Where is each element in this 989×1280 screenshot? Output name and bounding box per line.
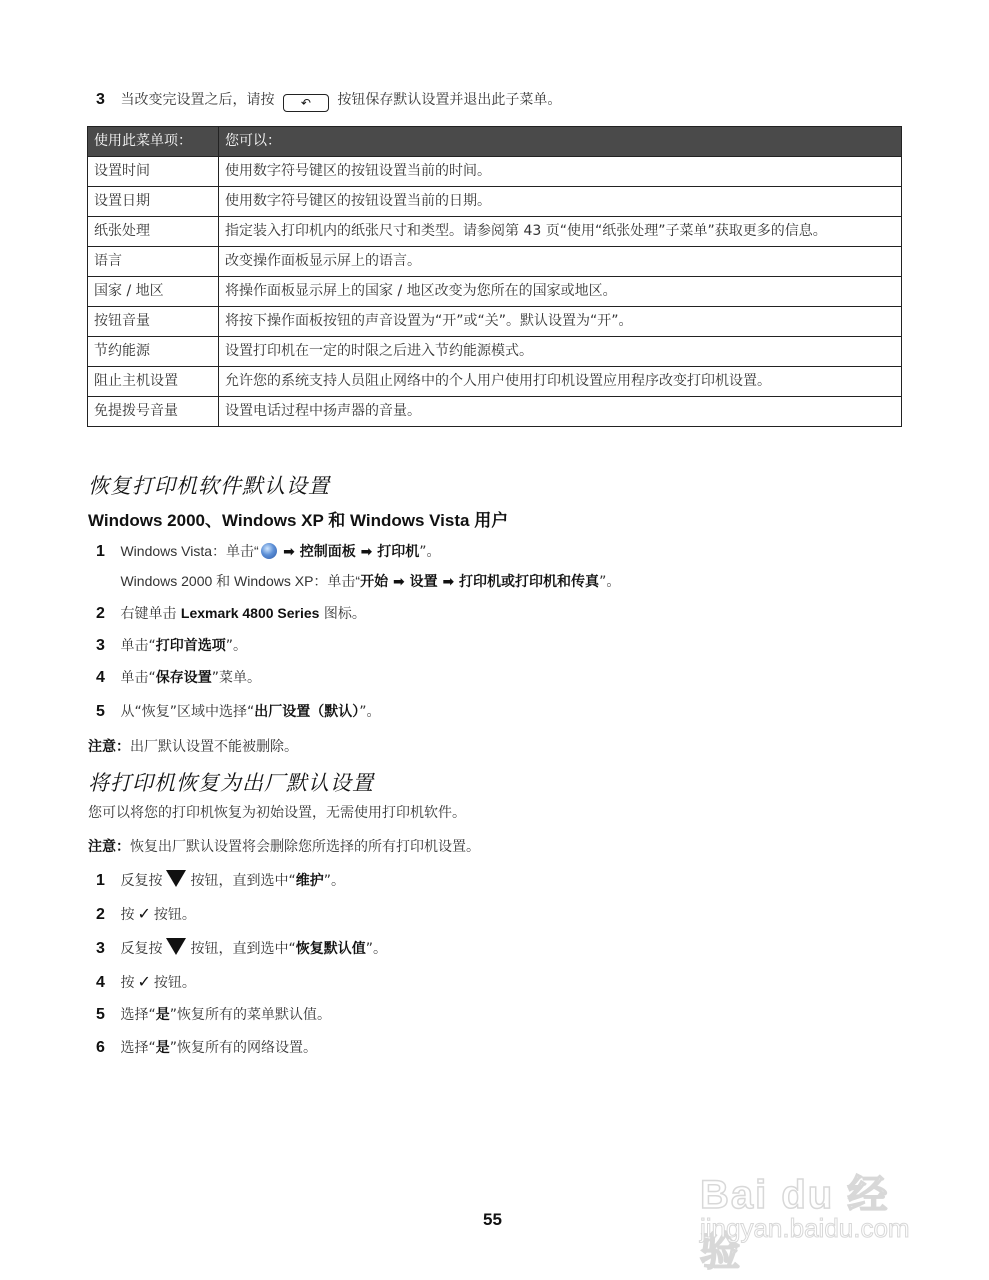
menu-item-cell: 阻止主机设置 xyxy=(88,367,219,397)
step-text: 按钮，直到选中“ xyxy=(190,873,296,889)
section-title-restore-factory-defaults: 将打印机恢复为出厂默认设置 xyxy=(88,771,374,795)
watermark-logo: Bai du 经验 xyxy=(700,1173,890,1274)
table-row xyxy=(88,337,902,367)
step-text: 按钮保存默认设置并退出此子菜单。 xyxy=(337,92,562,108)
list-item xyxy=(96,870,345,891)
menu-item-cell: 设置日期 xyxy=(88,187,219,217)
step-text: 选择“ xyxy=(120,1007,156,1023)
step-number: 3 xyxy=(96,637,105,654)
step-bold-text: 打印首选项 xyxy=(155,638,226,654)
step-number: 4 xyxy=(96,669,105,686)
list-item xyxy=(96,636,247,656)
description-cell: 将操作面板显示屏上的国家 / 地区改变为您所在的国家或地区。 xyxy=(219,277,902,307)
table-row xyxy=(88,247,902,277)
step-text: Windows Vista：单击“ xyxy=(120,543,259,559)
check-icon: ✓ xyxy=(137,972,151,991)
step-bold-text: 保存设置 xyxy=(155,670,212,686)
back-button-icon: ↶ xyxy=(283,94,329,112)
description-cell: 改变操作面板显示屏上的语言。 xyxy=(219,247,902,277)
description-cell: 使用数字符号键区的按钮设置当前的时间。 xyxy=(219,157,902,187)
step-number: 1 xyxy=(96,872,105,889)
step-text: Windows 2000 和 Windows XP：单击“ xyxy=(120,573,361,589)
list-item xyxy=(96,1038,317,1058)
windows-start-orb-icon xyxy=(261,543,277,559)
step-bold-text: 是 xyxy=(155,1040,170,1056)
menu-item-cell: 国家 / 地区 xyxy=(88,277,219,307)
step-text: 按钮，直到选中“ xyxy=(190,941,296,957)
step-number: 3 xyxy=(96,91,105,108)
step-text: 当改变完设置之后，请按 xyxy=(120,92,275,108)
step-text: 按钮。 xyxy=(153,907,196,923)
menu-item-cell: 设置时间 xyxy=(88,157,219,187)
table-header-row xyxy=(88,127,902,157)
list-item xyxy=(96,702,380,722)
list-item xyxy=(96,972,196,993)
step-text: ”。 xyxy=(599,574,621,590)
step-text: 按 xyxy=(120,907,135,923)
menu-item-cell: 纸张处理 xyxy=(88,217,219,247)
step-text: ”恢复所有的菜单默认值。 xyxy=(169,1007,331,1023)
note-label: 注意： xyxy=(88,739,130,755)
menu-item-cell: 免提拨号音量 xyxy=(88,397,219,427)
step-text: 选择“ xyxy=(120,1040,156,1056)
step-number: 2 xyxy=(96,605,105,622)
step-text: 单击“ xyxy=(120,638,156,654)
step-number: 5 xyxy=(96,1006,105,1023)
step-text: 从“恢复”区域中选择“ xyxy=(120,704,255,720)
table-row xyxy=(88,277,902,307)
down-arrow-icon xyxy=(166,938,186,955)
column-header: 使用此菜单项： xyxy=(88,127,219,157)
section-title-restore-software-defaults: 恢复打印机软件默认设置 xyxy=(88,474,330,498)
table-row xyxy=(88,217,902,247)
table-row xyxy=(88,397,902,427)
step-bold-text: Lexmark 4800 Series xyxy=(180,605,320,621)
top-step xyxy=(96,90,561,112)
list-item xyxy=(96,603,366,624)
step-bold-text: 开始 ➡ 设置 ➡ 打印机或打印机和传真 xyxy=(360,574,600,590)
step-text: ”恢复所有的网络设置。 xyxy=(169,1040,317,1056)
step-text: 图标。 xyxy=(319,606,366,622)
list-item xyxy=(96,1005,331,1025)
intro-paragraph: 您可以将您的打印机恢复为初始设置，无需使用打印机软件。 xyxy=(88,805,466,821)
step-bold-text: 维护 xyxy=(295,873,324,889)
step-bold-text: ➡ 控制面板 ➡ 打印机 xyxy=(283,544,420,560)
step-text: ”菜单。 xyxy=(211,670,261,686)
menu-item-cell: 语言 xyxy=(88,247,219,277)
watermark-url: jingyan.baidu.com xyxy=(700,1213,910,1243)
step-bold-text: 恢复默认值 xyxy=(295,941,366,957)
page-number: 55 xyxy=(483,1210,502,1229)
description-cell: 设置电话过程中扬声器的音量。 xyxy=(219,397,902,427)
description-cell: 设置打印机在一定的时限之后进入节约能源模式。 xyxy=(219,337,902,367)
step-text: ”。 xyxy=(323,873,345,889)
step-text: 按 xyxy=(120,975,135,991)
note-label: 注意： xyxy=(88,839,130,855)
step-number: 6 xyxy=(96,1039,105,1056)
table-row xyxy=(88,307,902,337)
description-cell: 使用数字符号键区的按钮设置当前的日期。 xyxy=(219,187,902,217)
step-text: ”。 xyxy=(365,941,387,957)
list-item xyxy=(96,938,387,959)
step-number: 1 xyxy=(96,543,105,560)
down-arrow-icon xyxy=(166,870,186,887)
baidu-watermark xyxy=(690,1133,930,1274)
note-text: 出厂默认设置不能被删除。 xyxy=(130,739,298,755)
check-icon: ✓ xyxy=(137,904,151,923)
column-header: 您可以： xyxy=(219,127,902,157)
note-text: 恢复出厂默认设置将会删除您所选择的所有打印机设置。 xyxy=(130,839,480,855)
step-bold-text: 是 xyxy=(155,1007,170,1023)
note xyxy=(88,836,480,856)
step-text: 按钮。 xyxy=(153,975,196,991)
step-text: ”。 xyxy=(419,544,441,560)
table-row xyxy=(88,157,902,187)
step-number: 4 xyxy=(96,974,105,991)
table-row xyxy=(88,367,902,397)
description-cell: 将按下操作面板按钮的声音设置为“开”或“关”。默认设置为“开”。 xyxy=(219,307,902,337)
step-text: 单击“ xyxy=(120,670,156,686)
table-row xyxy=(88,187,902,217)
step-number: 5 xyxy=(96,703,105,720)
step-number: 2 xyxy=(96,906,105,923)
list-item xyxy=(96,571,620,592)
list-item xyxy=(96,668,261,688)
note xyxy=(88,736,298,756)
list-item xyxy=(96,541,440,562)
step-text: 反复按 xyxy=(120,873,163,889)
menu-items-table xyxy=(87,126,902,427)
step-text: ”。 xyxy=(359,704,381,720)
menu-item-cell: 按钮音量 xyxy=(88,307,219,337)
menu-item-cell: 节约能源 xyxy=(88,337,219,367)
step-number: 3 xyxy=(96,940,105,957)
section-subtitle-windows-users: Windows 2000、Windows XP 和 Windows Vista 用户 xyxy=(88,511,509,530)
step-text: ”。 xyxy=(225,638,247,654)
description-cell: 指定装入打印机内的纸张尺寸和类型。请参阅第 43 页“使用“纸张处理”子菜单”获取更多的信息。 xyxy=(219,217,902,247)
description-cell: 允许您的系统支持人员阻止网络中的个人用户使用打印机设置应用程序改变打印机设置。 xyxy=(219,367,902,397)
list-item xyxy=(96,904,196,925)
step-bold-text: 出厂设置（默认） xyxy=(254,704,360,720)
step-text: 右键单击 xyxy=(120,606,181,622)
step-text: 反复按 xyxy=(120,941,163,957)
